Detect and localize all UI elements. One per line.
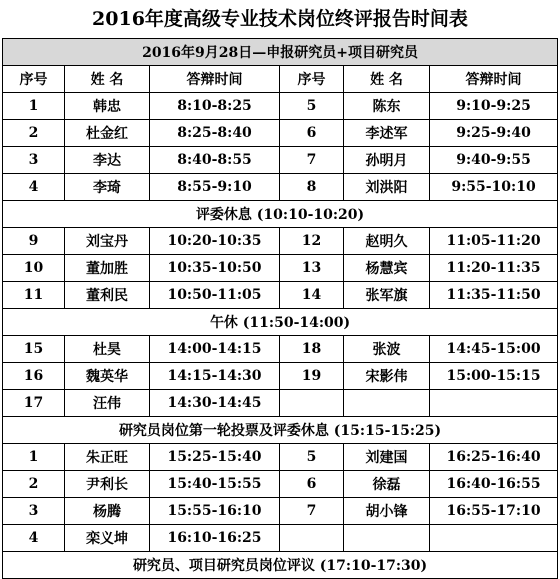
- name-cell: 胡小锋: [344, 498, 430, 525]
- seq-cell: 8: [280, 174, 344, 201]
- break-row-label-row: [3, 201, 558, 228]
- time-cell: 14:00-14:15: [150, 336, 280, 363]
- seq-cell: 13: [280, 255, 344, 282]
- seq-cell: 4: [3, 525, 65, 552]
- seq-cell: 15: [3, 336, 65, 363]
- name-cell: 赵明久: [344, 228, 430, 255]
- time-cell: 9:55-10:10: [430, 174, 558, 201]
- time-cell: 14:45-15:00: [430, 336, 558, 363]
- name-cell: 董利民: [65, 282, 150, 309]
- name-cell: 宋影伟: [344, 363, 430, 390]
- time-cell: 15:00-15:15: [430, 363, 558, 390]
- time-cell: 14:15-14:30: [150, 363, 280, 390]
- time-cell: 11:35-11:50: [430, 282, 558, 309]
- table-row: [3, 498, 558, 525]
- seq-cell: 4: [3, 174, 65, 201]
- time-cell: 8:55-9:10: [150, 174, 280, 201]
- name-cell: 杜昊: [65, 336, 150, 363]
- name-cell: 韩忠: [65, 93, 150, 120]
- name-cell: 栾义坤: [65, 525, 150, 552]
- time-cell: 10:50-11:05: [150, 282, 280, 309]
- table-row: [3, 174, 558, 201]
- seq-cell: 18: [280, 336, 344, 363]
- break-row-label: 午休 (11:50-14:00): [3, 309, 558, 336]
- section-header-row: [3, 39, 558, 66]
- table-row: [3, 93, 558, 120]
- page-title: 2016年度高级专业技术岗位终评报告时间表: [92, 8, 468, 30]
- time-cell: 16:10-16:25: [150, 525, 280, 552]
- name-cell: 朱正旺: [65, 444, 150, 471]
- schedule-table: [2, 38, 558, 579]
- time-cell: 10:35-10:50: [150, 255, 280, 282]
- table-row: [3, 390, 558, 417]
- time-cell: 8:10-8:25: [150, 93, 280, 120]
- seq-cell: 5: [280, 444, 344, 471]
- seq-cell: 9: [3, 228, 65, 255]
- seq-cell: 1: [3, 444, 65, 471]
- seq-cell: 11: [3, 282, 65, 309]
- name-cell: 孙明月: [344, 147, 430, 174]
- name-cell: 徐磊: [344, 471, 430, 498]
- name-cell: 李琦: [65, 174, 150, 201]
- time-cell: 9:25-9:40: [430, 120, 558, 147]
- time-cell: 15:25-15:40: [150, 444, 280, 471]
- seq-cell: 14: [280, 282, 344, 309]
- time-cell: 14:30-14:45: [150, 390, 280, 417]
- col-header-time: 答辩时间: [430, 66, 558, 93]
- table-row: [3, 444, 558, 471]
- table-row: [3, 471, 558, 498]
- time-cell: 11:20-11:35: [430, 255, 558, 282]
- seq-cell: 7: [280, 147, 344, 174]
- seq-cell: 7: [280, 498, 344, 525]
- table-row: [3, 147, 558, 174]
- name-cell: 魏英华: [65, 363, 150, 390]
- table-row: [3, 363, 558, 390]
- break-row-label-row: [3, 309, 558, 336]
- name-cell: 汪伟: [65, 390, 150, 417]
- name-cell: 陈东: [344, 93, 430, 120]
- time-cell: 16:55-17:10: [430, 498, 558, 525]
- break-row-label-row: [3, 417, 558, 444]
- name-cell: 张波: [344, 336, 430, 363]
- col-header-seq: 序号: [3, 66, 65, 93]
- time-cell: 9:40-9:55: [430, 147, 558, 174]
- col-header-seq: 序号: [280, 66, 344, 93]
- name-cell: 尹利长: [65, 471, 150, 498]
- time-cell: 15:40-15:55: [150, 471, 280, 498]
- seq-cell: 2: [3, 471, 65, 498]
- name-cell: 杜金红: [65, 120, 150, 147]
- break-row-label: 研究员岗位第一轮投票及评委休息 (15:15-15:25): [3, 417, 558, 444]
- name-cell: 李述军: [344, 120, 430, 147]
- seq-cell: 17: [3, 390, 65, 417]
- name-cell: [344, 390, 430, 417]
- time-cell: [430, 390, 558, 417]
- seq-cell: 2: [3, 120, 65, 147]
- time-cell: 15:55-16:10: [150, 498, 280, 525]
- time-cell: 10:20-10:35: [150, 228, 280, 255]
- name-cell: 董加胜: [65, 255, 150, 282]
- table-row: [3, 255, 558, 282]
- time-cell: 16:40-16:55: [430, 471, 558, 498]
- seq-cell: 5: [280, 93, 344, 120]
- name-cell: 刘洪阳: [344, 174, 430, 201]
- seq-cell: 3: [3, 498, 65, 525]
- seq-cell: 10: [3, 255, 65, 282]
- seq-cell: [280, 390, 344, 417]
- table-row: [3, 120, 558, 147]
- table-row: [3, 282, 558, 309]
- seq-cell: 3: [3, 147, 65, 174]
- time-cell: [430, 525, 558, 552]
- name-cell: 刘宝丹: [65, 228, 150, 255]
- time-cell: 9:10-9:25: [430, 93, 558, 120]
- name-cell: 刘建国: [344, 444, 430, 471]
- time-cell: 8:25-8:40: [150, 120, 280, 147]
- time-cell: 8:40-8:55: [150, 147, 280, 174]
- table-row: [3, 336, 558, 363]
- table-row: [3, 228, 558, 255]
- seq-cell: 1: [3, 93, 65, 120]
- name-cell: 张军旗: [344, 282, 430, 309]
- time-cell: 16:25-16:40: [430, 444, 558, 471]
- col-header-time: 答辩时间: [150, 66, 280, 93]
- name-cell: 杨慧宾: [344, 255, 430, 282]
- section-header: 2016年9月28日—申报研究员+项目研究员: [3, 39, 558, 66]
- footer-row-label-row: [3, 552, 558, 579]
- seq-cell: 6: [280, 120, 344, 147]
- seq-cell: [280, 525, 344, 552]
- col-header-name: 姓 名: [344, 66, 430, 93]
- seq-cell: 12: [280, 228, 344, 255]
- break-row-label: 评委休息 (10:10-10:20): [3, 201, 558, 228]
- footer-row-label: 研究员、项目研究员岗位评议 (17:10-17:30): [3, 552, 558, 579]
- column-header-row: [3, 66, 558, 93]
- col-header-name: 姓 名: [65, 66, 150, 93]
- name-cell: 杨腾: [65, 498, 150, 525]
- time-cell: 11:05-11:20: [430, 228, 558, 255]
- name-cell: [344, 525, 430, 552]
- table-row: [3, 525, 558, 552]
- seq-cell: 6: [280, 471, 344, 498]
- seq-cell: 16: [3, 363, 65, 390]
- seq-cell: 19: [280, 363, 344, 390]
- name-cell: 李达: [65, 147, 150, 174]
